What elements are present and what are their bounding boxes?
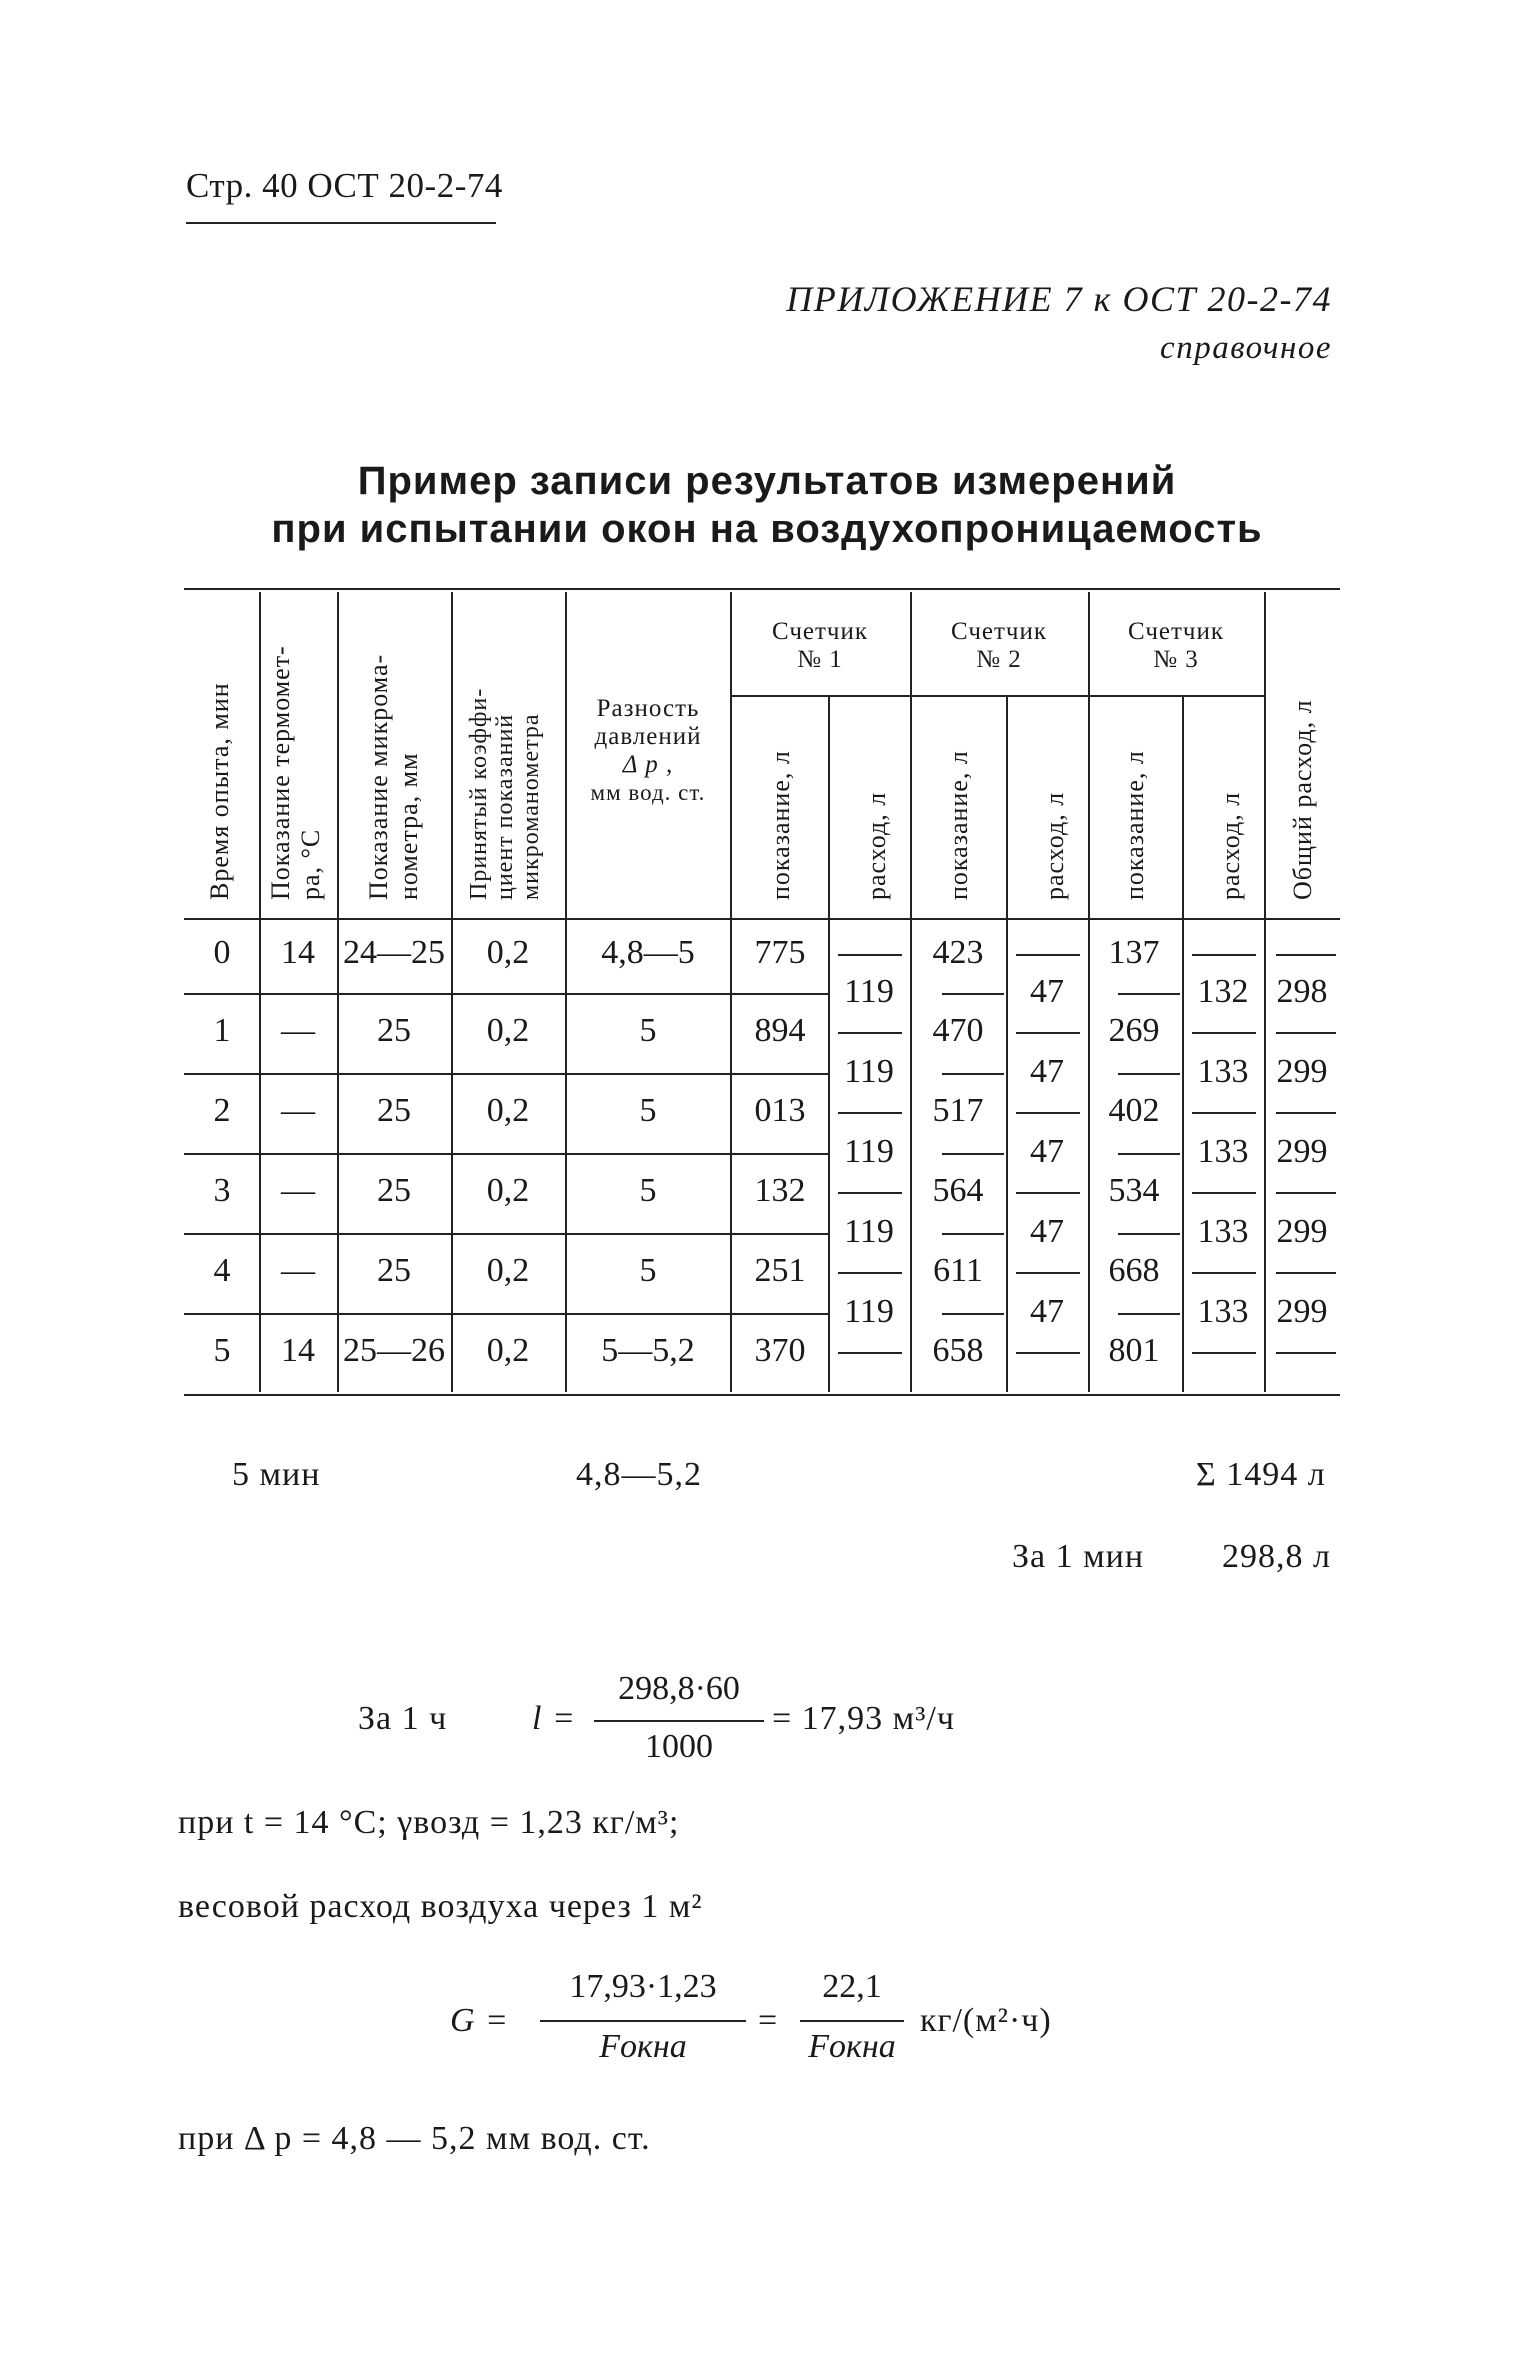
header-meter1-2: № 1 — [797, 646, 843, 673]
reading-dash — [1118, 1153, 1180, 1155]
header-m3-reading: показание, л — [1120, 750, 1149, 900]
flow-dash — [838, 1032, 902, 1034]
cell-m1: 370 — [754, 1332, 806, 1369]
flow-dash — [838, 1272, 902, 1274]
flow-dash — [838, 1112, 902, 1114]
header-m1-reading: показание, л — [766, 750, 795, 900]
flow-dash — [1276, 1112, 1336, 1114]
cell-m3: 137 — [1108, 934, 1160, 971]
reading-dash — [764, 1313, 826, 1315]
flow-f1: 119 — [844, 1053, 894, 1090]
flow-f3: 133 — [1197, 1053, 1249, 1090]
meter3-header-rule — [1088, 695, 1264, 697]
cell-m1: 894 — [754, 1012, 806, 1049]
calc-g-numerator-2: 22,1 — [822, 1968, 882, 2005]
cell-micro: 25 — [377, 1092, 411, 1129]
flow-total: 299 — [1276, 1293, 1328, 1330]
table-top-rule — [184, 588, 1340, 590]
reading-dash — [1118, 993, 1180, 995]
calc-g-fraction-bar-1 — [540, 2020, 746, 2022]
cell-coef: 0,2 — [486, 934, 530, 971]
header-meter1-1: Счетчик — [771, 618, 869, 645]
summary-duration: 5 мин — [232, 1456, 321, 1493]
cell-thermo: 14 — [281, 1332, 315, 1369]
cell-thermo: — — [281, 1092, 315, 1129]
flow-dash — [1192, 1032, 1256, 1034]
appendix-note: справочное — [1160, 330, 1332, 366]
cell-coef: 0,2 — [486, 1012, 530, 1049]
summary-per-min-value: 298,8 л — [1222, 1538, 1331, 1575]
cell-t: 5 — [213, 1332, 231, 1369]
cell-m3: 402 — [1108, 1092, 1160, 1129]
header-m2-reading: показание, л — [944, 750, 973, 900]
flow-total: 298 — [1276, 973, 1328, 1010]
header-meter2-1: Счетчик — [950, 618, 1048, 645]
cell-m2: 517 — [932, 1092, 984, 1129]
header-m3-flow: расход, л — [1216, 791, 1245, 900]
cell-dp: 5 — [639, 1092, 657, 1129]
summary-dp-range: 4,8—5,2 — [576, 1456, 702, 1493]
flow-f1: 119 — [844, 1133, 894, 1170]
header-dp-1: Разность — [596, 695, 700, 722]
flow-dash — [838, 1192, 902, 1194]
calc-l-numerator: 298,8·60 — [618, 1670, 740, 1707]
cell-dp: 5 — [639, 1172, 657, 1209]
header-m2-flow: расход, л — [1040, 791, 1069, 900]
cell-coef: 0,2 — [486, 1332, 530, 1369]
header-coef-2: циент показаний — [492, 713, 518, 900]
meter1-header-rule — [730, 695, 910, 697]
flow-dash — [1192, 1352, 1256, 1354]
cell-t: 1 — [213, 1012, 231, 1049]
cell-m3: 534 — [1108, 1172, 1160, 1209]
header-dp-4: мм вод. ст. — [590, 780, 706, 805]
calc-dp-note: при Δ p = 4,8 — 5,2 мм вод. ст. — [178, 2120, 651, 2157]
reading-dash — [1118, 1073, 1180, 1075]
table-bottom-rule — [184, 1394, 1340, 1396]
header-micro-2: нометра, мм — [394, 752, 423, 900]
flow-f2: 47 — [1030, 1133, 1064, 1170]
header-m1-flow: расход, л — [862, 791, 891, 900]
cell-m1: 132 — [754, 1172, 806, 1209]
flow-dash — [1276, 954, 1336, 956]
calc-conditions: при t = 14 °С; γвозд = 1,23 кг/м³; — [178, 1804, 680, 1841]
flow-f1: 119 — [844, 1213, 894, 1250]
flow-dash — [1276, 1272, 1336, 1274]
flow-dash — [1276, 1032, 1336, 1034]
reading-dash — [1118, 1313, 1180, 1315]
cell-m3: 269 — [1108, 1012, 1160, 1049]
flow-f3: 133 — [1197, 1213, 1249, 1250]
calc-g-equals: = — [758, 2002, 779, 2039]
cell-m2: 611 — [933, 1252, 983, 1289]
summary-sum: Σ 1494 л — [1196, 1456, 1326, 1493]
cell-coef: 0,2 — [486, 1252, 530, 1289]
flow-dash — [1016, 1352, 1080, 1354]
calc-l-result: = 17,93 м³/ч — [772, 1700, 955, 1737]
cell-m3: 668 — [1108, 1252, 1160, 1289]
header-coef-1: Принятый коэффи- — [466, 687, 492, 900]
header-meter2-2: № 2 — [976, 646, 1022, 673]
cell-micro: 25 — [377, 1252, 411, 1289]
flow-dash — [1016, 1112, 1080, 1114]
flow-f2: 47 — [1030, 973, 1064, 1010]
cell-dp: 5—5,2 — [601, 1332, 695, 1369]
flow-total: 299 — [1276, 1053, 1328, 1090]
calc-l-symbol: l = — [532, 1700, 576, 1737]
reading-dash — [764, 1073, 826, 1075]
flow-dash — [1192, 1112, 1256, 1114]
flow-f2: 47 — [1030, 1053, 1064, 1090]
cell-m2: 423 — [932, 934, 984, 971]
calc-g-symbol: G = — [450, 2002, 509, 2039]
page-header: Стр. 40 ОСТ 20-2-74 — [186, 166, 503, 205]
flow-dash — [1016, 1272, 1080, 1274]
header-dp-2: давлений — [594, 723, 702, 750]
calc-g-unit: кг/(м²·ч) — [920, 2002, 1052, 2039]
header-bottom-rule — [184, 918, 1340, 920]
reading-dash — [942, 993, 1004, 995]
calc-g-denominator-2: Fокна — [808, 2028, 896, 2065]
flow-f3: 133 — [1197, 1133, 1249, 1170]
cell-dp: 5 — [639, 1252, 657, 1289]
cell-t: 3 — [213, 1172, 231, 1209]
flow-dash — [1192, 954, 1256, 956]
page-title-line1: Пример записи результатов измерений — [357, 459, 1177, 503]
cell-coef: 0,2 — [486, 1172, 530, 1209]
reading-dash — [942, 1233, 1004, 1235]
cell-m2: 658 — [932, 1332, 984, 1369]
cell-dp: 4,8—5 — [601, 934, 695, 971]
summary-per-min-label: За 1 мин — [1012, 1538, 1145, 1575]
cell-micro: 25 — [377, 1172, 411, 1209]
flow-dash — [1016, 1192, 1080, 1194]
cell-micro: 24—25 — [343, 934, 445, 971]
header-meter3-2: № 3 — [1153, 646, 1199, 673]
cell-micro: 25 — [377, 1012, 411, 1049]
calc-g-denominator-1: Fокна — [599, 2028, 687, 2065]
cell-thermo: — — [281, 1172, 315, 1209]
calc-l-fraction-bar — [594, 1720, 764, 1722]
reading-dash — [942, 1153, 1004, 1155]
header-meter3-1: Счетчик — [1127, 618, 1225, 645]
header-thermo-2: ра, °С — [296, 828, 325, 900]
flow-dash — [1192, 1192, 1256, 1194]
flow-dash — [1192, 1272, 1256, 1274]
reading-dash — [764, 993, 826, 995]
cell-thermo: 14 — [281, 934, 315, 971]
reading-dash — [1118, 1233, 1180, 1235]
reading-dash — [764, 1153, 826, 1155]
flow-dash — [838, 954, 902, 956]
header-time: Время опыта, мин — [205, 682, 234, 900]
flow-total: 299 — [1276, 1133, 1328, 1170]
reading-dash — [942, 1313, 1004, 1315]
flow-f2: 47 — [1030, 1213, 1064, 1250]
cell-t: 2 — [213, 1092, 231, 1129]
flow-f1: 119 — [844, 973, 894, 1010]
calc-per-hour-label: За 1 ч — [358, 1700, 448, 1737]
reading-dash — [764, 1233, 826, 1235]
calc-l-denominator: 1000 — [645, 1728, 713, 1765]
header-thermo-1: Показание термомет- — [266, 645, 295, 900]
flow-dash — [1276, 1352, 1336, 1354]
header-micro-1: Показание микрома- — [364, 653, 393, 900]
cell-m1: 251 — [754, 1252, 806, 1289]
header-rule — [186, 222, 496, 224]
header-coef-3: микроманометра — [518, 713, 544, 900]
cell-thermo: — — [281, 1252, 315, 1289]
cell-micro: 25—26 — [343, 1332, 445, 1369]
cell-thermo: — — [281, 1012, 315, 1049]
flow-dash — [1016, 954, 1080, 956]
cell-m1: 775 — [754, 934, 806, 971]
header-dp-3: Δ p , — [622, 751, 674, 778]
flow-f2: 47 — [1030, 1293, 1064, 1330]
flow-f1: 119 — [844, 1293, 894, 1330]
flow-dash — [1016, 1032, 1080, 1034]
flow-f3: 132 — [1197, 973, 1249, 1010]
flow-dash — [838, 1352, 902, 1354]
meter2-header-rule — [910, 695, 1088, 697]
cell-m1: 013 — [754, 1092, 806, 1129]
reading-dash — [942, 1073, 1004, 1075]
cell-t: 4 — [213, 1252, 231, 1289]
cell-m2: 564 — [932, 1172, 984, 1209]
flow-dash — [1276, 1192, 1336, 1194]
cell-coef: 0,2 — [486, 1092, 530, 1129]
calc-weight-flow: весовой расход воздуха через 1 м² — [178, 1888, 703, 1925]
cell-m2: 470 — [932, 1012, 984, 1049]
flow-total: 299 — [1276, 1213, 1328, 1250]
cell-dp: 5 — [639, 1012, 657, 1049]
appendix-label: ПРИЛОЖЕНИЕ 7 к ОСТ 20-2-74 — [786, 279, 1332, 319]
cell-m3: 801 — [1108, 1332, 1160, 1369]
calc-g-numerator-1: 17,93·1,23 — [569, 1968, 717, 2005]
calc-g-fraction-bar-2 — [800, 2020, 904, 2022]
flow-f3: 133 — [1197, 1293, 1249, 1330]
page-title-line2: при испытании окон на воздухопроницаемость — [271, 507, 1263, 551]
header-total: Общий расход, л — [1288, 699, 1317, 900]
cell-t: 0 — [213, 934, 231, 971]
